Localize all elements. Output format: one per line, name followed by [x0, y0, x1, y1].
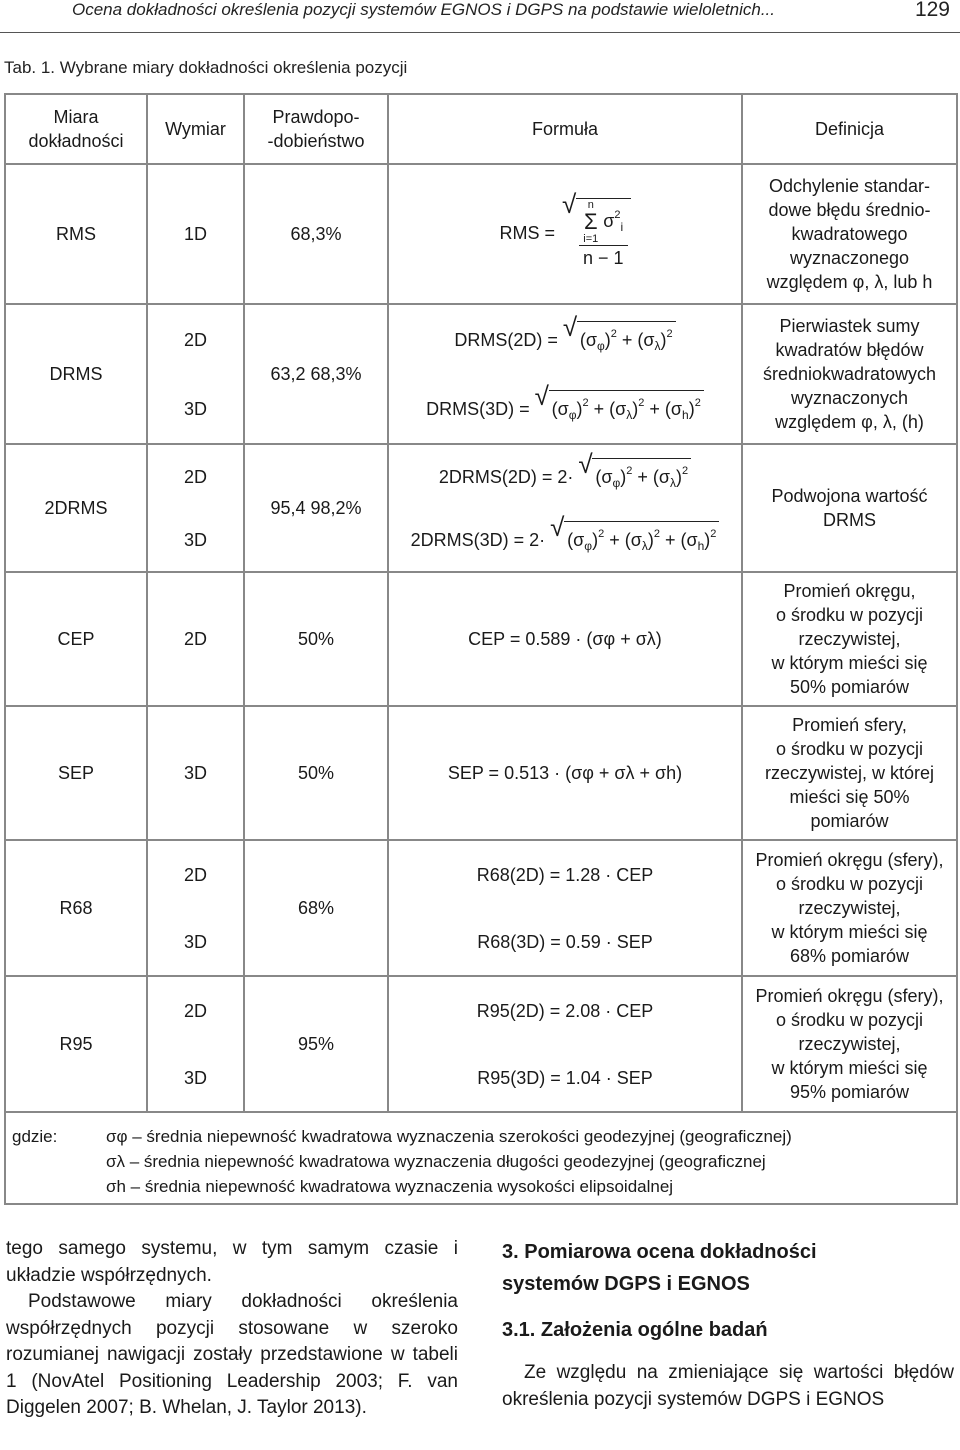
formula-cell: R68(3D) = 0.59 · SEP: [388, 908, 742, 976]
definition-cell: Promień okręgu (sfery), o środku w pozycji rzeczywistej, w którym mieści się 68% pomiarów: [742, 840, 957, 976]
paragraph: Ze względu na zmieniające się wartości błędów określenia pozycji systemów DGPS i EGNOS: [502, 1362, 954, 1410]
measure-name: 2DRMS: [5, 444, 147, 572]
dimension-value: 2D: [147, 572, 244, 706]
probability-value: 95,4 98,2%: [244, 444, 388, 572]
probability-value: 68,3%: [244, 164, 388, 304]
dimension-value: 3D: [147, 508, 244, 572]
table-row: [5, 706, 957, 840]
table-row: [5, 164, 957, 304]
probability-value: 63,2 68,3%: [244, 304, 388, 444]
formula-cell: 2DRMS(3D) = 2· √ $(\sigma_\varphi)^2 + (\sigma_\lambda)^2 + (\sigma_h)^2$: [388, 508, 742, 572]
note-line: σφ – średnia niepewność kwadratowa wyznaczenia szerokości geodezyjnej (geograficznej): [106, 1127, 792, 1146]
formula-cell: R95(2D) = 2.08 · CEP: [388, 976, 742, 1044]
paragraph: Podstawowe miary dokładności określenia współrzędnych pozycji stosowane w szeroko rozumianej nawigacji zostały przedstawione w tabeli 1 (NovAtel Positioning Leadership 2003; F. van Diggelen 2007; B. Whelan, J. Taylor 2013).: [6, 1291, 458, 1418]
definition-cell: Podwojona wartość DRMS: [742, 444, 957, 572]
left-column: [6, 1236, 458, 1422]
table-row: [5, 572, 957, 706]
formula-cell: 2DRMS(2D) = 2· √ $(\sigma_\varphi)^2 + (\sigma_\lambda)^2$: [388, 444, 742, 508]
formula-cell: CEP = 0.589 · (σφ + σλ): [388, 572, 742, 706]
definition-cell: Promień sfery, o środku w pozycji rzeczywistej, w której mieści się 50% pomiarów: [742, 706, 957, 840]
formula-cell: SEP = 0.513 · (σφ + σλ + σh): [388, 706, 742, 840]
col-measure: Miara dokładności: [5, 94, 147, 164]
measure-name: RMS: [5, 164, 147, 304]
right-column: [502, 1236, 954, 1413]
table-header-row: [5, 94, 957, 164]
measure-name: R95: [5, 976, 147, 1112]
subsection-heading: 3.1. Założenia ogólne badań: [502, 1319, 768, 1341]
rms-formula: RMS = √ n Σ i=1 $\sigma^2_i$ n − 1: [499, 223, 630, 243]
definition-cell: Odchylenie standar- dowe błędu średnio- kwadratowego wyznaczonego względem φ, λ, lub h: [742, 164, 957, 304]
accuracy-measures-table: [4, 93, 958, 1205]
notes-label: gdzie:: [12, 1127, 58, 1146]
measure-name: SEP: [5, 706, 147, 840]
measure-name: DRMS: [5, 304, 147, 444]
col-formula: Formuła: [388, 94, 742, 164]
paragraph: tego samego systemu, w tym samym czasie i układzie współrzędnych.: [6, 1238, 458, 1286]
page-number: 129: [914, 0, 950, 21]
table-caption: Tab. 1. Wybrane miary dokładności określenia pozycji: [4, 58, 408, 77]
measure-name: R68: [5, 840, 147, 976]
table-row: [5, 976, 957, 1044]
dimension-value: 2D: [147, 444, 244, 508]
dimension-value: 3D: [147, 706, 244, 840]
dimension-value: 1D: [147, 164, 244, 304]
probability-value: 50%: [244, 706, 388, 840]
note-line: σλ – średnia niepewność kwadratowa wyznaczenia długości geodezyjnej (geograficznej: [106, 1152, 766, 1171]
table-notes: [5, 1112, 957, 1204]
formula-cell: DRMS(2D) = √ $(\sigma_\varphi)^2 + (\sigma_\lambda)^2$: [388, 304, 742, 374]
dimension-value: 2D: [147, 304, 244, 374]
table-row: [5, 840, 957, 908]
col-probability: Prawdopo- -dobieństwo: [244, 94, 388, 164]
header-rule: [0, 32, 960, 33]
definition-cell: Promień okręgu (sfery), o środku w pozycji rzeczywistej, w którym mieści się 95% pomiarów: [742, 976, 957, 1112]
col-dimension: Wymiar: [147, 94, 244, 164]
probability-value: 95%: [244, 976, 388, 1112]
dimension-value: 3D: [147, 1044, 244, 1112]
note-line: σh – średnia niepewność kwadratowa wyznaczenia wysokości elipsoidalnej: [106, 1177, 674, 1196]
running-header: [0, 0, 960, 28]
probability-value: 68%: [244, 840, 388, 976]
col-definition: Definicja: [742, 94, 957, 164]
running-title: Ocena dokładności określenia pozycji systemów EGNOS i DGPS na podstawie wieloletnich...: [72, 0, 775, 19]
table-row: [5, 444, 957, 508]
table-notes-row: [5, 1112, 957, 1204]
definition-cell: Promień okręgu, o środku w pozycji rzeczywistej, w którym mieści się 50% pomiarów: [742, 572, 957, 706]
dimension-value: 2D: [147, 976, 244, 1044]
definition-cell: Pierwiastek sumy kwadratów błędów średniokwadratowych wyznaczonych względem φ, λ, (h): [742, 304, 957, 444]
probability-value: 50%: [244, 572, 388, 706]
dimension-value: 3D: [147, 374, 244, 444]
measure-name: CEP: [5, 572, 147, 706]
formula-cell: R95(3D) = 1.04 · SEP: [388, 1044, 742, 1112]
dimension-value: 3D: [147, 908, 244, 976]
table-row: [5, 304, 957, 374]
formula-cell: R68(2D) = 1.28 · CEP: [388, 840, 742, 908]
dimension-value: 2D: [147, 840, 244, 908]
section-heading: 3. Pomiarowa ocena dokładności systemów DGPS i EGNOS: [502, 1241, 817, 1295]
formula-cell: DRMS(3D) = √ $(\sigma_\varphi)^2 + (\sigma_\lambda)^2 + (\sigma_h)^2$: [388, 374, 742, 444]
formula-cell: [388, 164, 742, 304]
